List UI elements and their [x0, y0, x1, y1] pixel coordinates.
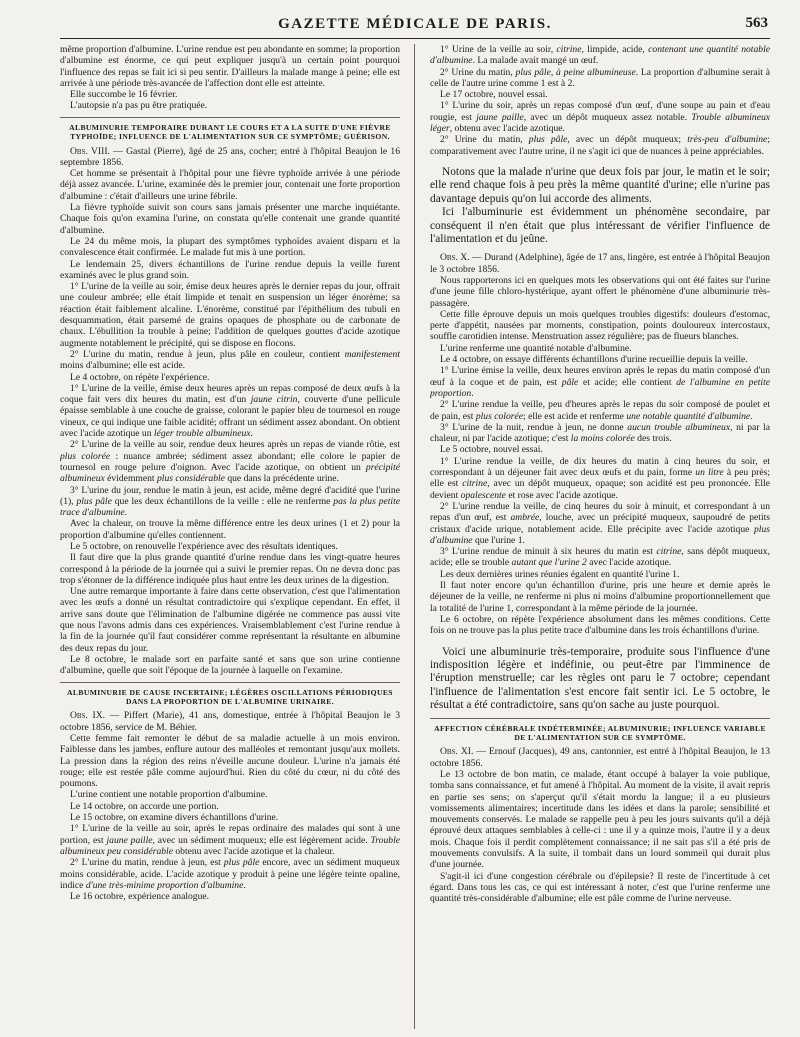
paragraph: Le 14 octobre, on accorde une portion. [70, 800, 219, 812]
emphasis: aucun trouble albumineux [627, 421, 731, 433]
emphasis: plus pâle [223, 857, 260, 869]
emphasis: plus colorée [60, 450, 111, 462]
text: 1° L'urine de la veille, émise deux heures après un repas composé de deux œufs à la coque fait vers dix heures du matin, est d'un [60, 382, 400, 406]
emphasis: Trouble albumineux peu considérable [60, 834, 400, 857]
paragraph [60, 439, 400, 484]
text: encore, avec un sédiment muqueux moins considérable, acide. L'acide azotique y produit à peine une légère teinte opaline, indice [60, 857, 400, 891]
text: , ni par la chaleur, ni par l'acide azotique; c'est [430, 421, 770, 445]
text: 3° L'urine du jour, rendue le matin à jeun, est acide, même degré d'acidité que l'urine (1), [60, 484, 400, 507]
paragraph: Le 5 octobre, on renouvelle l'expérience avec des résultats identiques. [70, 540, 338, 552]
observation-heading [430, 746, 770, 769]
page-header [60, 14, 770, 39]
observation-label: Obs. XI. [440, 746, 474, 758]
text: . La proportion d'albumine serait à celle de l'autre urine comme 1 est à 2. [430, 66, 770, 89]
paragraph [60, 485, 400, 519]
column-divider [414, 44, 415, 1029]
text: que dans la précédente urine. [224, 473, 339, 485]
emphasis: jaune citrin [250, 394, 298, 406]
section-rule [60, 682, 400, 683]
text: ; comparativement avec l'autre urine, il ne s'agit ici que de nuances à peine appréciables. [430, 134, 770, 157]
paragraph: Le 4 octobre, on essaye différents échantillons d'urine recueillie depuis la veille. [440, 354, 748, 366]
right-column [430, 44, 770, 1029]
text: 3° L'urine rendue de minuit à six heures du matin est [440, 546, 657, 558]
text: , avec un dépôt muqueux assez notable. [523, 111, 692, 123]
paragraph: L'urine renferme une quantité notable d'albumine. [440, 342, 632, 354]
text: 2° L'urine rendue la veille, de cinq heures du soir à minuit, et correspondant à un repas d'un œuf, est [430, 500, 770, 524]
text: moins d'albumine; elle est acide. [60, 360, 186, 372]
paragraph: Nous rapporterons ici en quelques mots les observations qui ont été faites sur l'urine d'une jeune fille chloro-hystérique, ayant offert le phénomène d'une albuminurie très-passagère. [430, 275, 770, 309]
emphasis: plus d'albumine [430, 523, 770, 546]
text: . [243, 879, 246, 891]
paragraph: Elle succombe le 16 février. [70, 89, 178, 101]
emphasis: contenant une quantité notable d'albumine [430, 44, 770, 67]
paragraph: S'agit-il ici d'une congestion cérébrale ou d'épilepsie? Il reste de l'incertitude à cet égard. Dans tous les cas, ce qui est intéressant à noter, c'est que l'urine renferme une quantité très-considérable d'albumine; elle est pâle comme de l'urine nerveuse. [430, 870, 770, 905]
paragraph: L'autopsie n'a pas pu être pratiquée. [70, 100, 208, 112]
text: et acide; elle contient [578, 376, 677, 388]
paragraph: Il faut dire que la plus grande quantité d'urine rendue dans les vingt-quatre heures correspond à la période de la journée qui a suivi le premier repas. On ne devra donc pas trop s'étonner de la différence indiquée plus haut entre les deux urines de la digestion. [60, 552, 400, 586]
text: : nuance ambrée; sédiment assez abondant; elle colore le papier de tournesol en rouge pelure d'oignon. Avec l'acide azotique, on obtient un [60, 450, 400, 473]
paragraph [430, 399, 770, 422]
paragraph: Il faut noter encore qu'un échantillon d'urine, pris une heure et demie après le déjeuner de la veille, ne renferme ni plus ni moins d'albumine proportionnellement que la totalité de l'urine 1, correspondant à la même période de la journée. [430, 580, 770, 614]
paragraph [430, 44, 770, 67]
paragraph: Le 15 octobre, on examine divers échantillons d'urine. [70, 812, 279, 824]
observation-text: — Piffert (Marie), 41 ans, domestique, entrée à l'hôpital Beaujon le 3 octobre 1856, service de M. Béhier. [60, 710, 400, 733]
emphasis: Trouble albumineux léger [430, 111, 770, 135]
paragraph [430, 456, 770, 501]
paragraph [60, 857, 400, 891]
text: . [471, 387, 474, 399]
paragraph: Une autre remarque importante à faire dans cette observation, c'est que l'alimentation avec les œufs a donné un résultat contradictoire qui s'explique cependant. En effet, il arrive sans doute que l'élimination de l'albumine digérée ne commence pas aussi vite que nous l'avons admis dans ces expériences. Vraisemblablement c'est l'urine rendue à la fin de la journée qu'il faut considérer comme représentant la résultante en albumine des deux repas du jour. [60, 586, 400, 654]
emphasis: citrine [462, 478, 488, 490]
emphasis: une notable quantité d'albumine [626, 410, 751, 422]
paragraph: Le 5 octobre, nouvel essai. [440, 444, 543, 456]
emphasis: opalescente [460, 489, 506, 501]
paragraph: La fièvre typhoïde suivit son cours sans jamais présenter une marche inquiétante. Chaque fois qu'on examina l'urine, on constata qu'elle contenait une grande quantité d'albumine. [60, 202, 400, 236]
text: que l'urine 1. [472, 534, 525, 546]
section-heading: ALBUMINURIE DE CAUSE INCERTAINE; LÉGÈRES OSCILLATIONS PÉRIODIQUES DANS LA PROPORTION DE L'ALBUMINE URINAIRE. [67, 687, 393, 706]
text: , avec un dépôt muqueux; [567, 134, 688, 146]
text: , louche, avec un précipité muqueux, saupoudré de petits cristaux d'acide urique, notablement acide. Elle précipite avec l'acide azotique [430, 512, 770, 535]
text: 1° Urine de la veille au soir, [440, 44, 557, 55]
text: . [750, 410, 753, 422]
paragraph: Le 24 du même mois, la plupart des symptômes typhoïdes avaient disparu et la convalescence était confirmée. Le malade fut mis à une portion. [60, 235, 400, 259]
paragraph: Le 17 octobre, nouvel essai. [440, 89, 548, 101]
text: , limpide, acide, [581, 44, 649, 55]
text: à peu près; elle est [430, 467, 770, 490]
paragraph: Le 4 octobre, on répète l'expérience. [70, 371, 210, 383]
observation-label: Obs. X. [440, 252, 470, 264]
running-title: GAZETTE MÉDICALE DE PARIS. [278, 16, 552, 32]
text: . La malade avait mangé un œuf. [472, 55, 599, 67]
paragraph [430, 100, 770, 134]
emphasis: plus pâle [76, 495, 112, 507]
section-heading: AFFECTION CÉRÉBRALE INDÉTERMINÉE; ALBUMINURIE; INFLUENCE VARIABLE DE L'ALIMENTATION SUR CE SYMPTÔME. [434, 723, 766, 742]
text: 2° L'urine du matin, rendue à jeun, est [70, 857, 224, 869]
emphasis: plus pâle, à peine albumineuse [515, 66, 636, 78]
text: , sans dépôt muqueux, acide; elle se trouble [430, 546, 770, 569]
paragraph: Cette femme fait remonter le début de sa maladie actuelle à un mois environ. Faiblesse dans les jambes, enflure autour des malléoles et remontant jusqu'aux mollets. La pression dans la région des reins n'éveille aucune douleur. L'urine n'a jamais été rouge; elle est restée pâle comme aujourd'hui. Rien du côté du cœur, ni du côté des poumons. [60, 732, 400, 790]
paragraph [60, 383, 400, 439]
observation-text: — Ernouf (Jacques), 49 ans, cantonnier, est entré à l'hôpital Beaujon, le 13 octobre 1856. [430, 746, 770, 769]
paragraph: 1° L'urine de la veille au soir, émise deux heures après le dernier repas du jour, offrait une couleur ambrée; elle était limpide et tenait en suspension un léger énorème; sa réaction était faiblement alcaline. L'énorème, constitué par l'épithélium des tubuli en desquammation, était parsemé de grains opaques de phosphate ou de carbonate de chaux. L'ébullition la trouble à peine; l'addition de quelques gouttes d'acide azotique augmente notablement le précipité, qui se dispose en flocons. [60, 281, 400, 349]
observation-label: Obs. VIII. [70, 145, 110, 157]
emphasis: citrine [556, 44, 582, 55]
observation-heading [60, 710, 400, 733]
emphasis: jaune paille [476, 111, 524, 123]
paragraph: Les deux dernières urines réunies égalent en quantité l'urine 1. [440, 568, 680, 580]
emphasis: la moins colorée [570, 433, 635, 445]
text: , couverte d'une pellicule épaisse semblable à une couche de graisse, colorant le papier bleu de tournesol en rouge vineux, ce qui indique une faible acidité; offrant un sédiment assez abondant. On obtient avec l'acide azotique un [60, 394, 400, 440]
emphasis: précipité albumineux [60, 461, 400, 485]
emphasis: ambrée [510, 512, 540, 524]
paragraph [60, 349, 400, 372]
emphasis: pas la plus petite trace d'albumine [60, 495, 400, 519]
emphasis: manifestement [344, 348, 400, 360]
commentary-paragraph: Notons que la malade n'urine que deux fois par jour, le matin et le soir; elle rend chaque fois à peu près la même quantité d'urine; elle n'urine pas davantage depuis qu'on lui accorde des aliments. [430, 165, 770, 205]
emphasis: léger trouble albumineux [153, 428, 251, 440]
paragraph [60, 823, 400, 857]
paragraph [430, 67, 770, 90]
page-number: 563 [745, 15, 768, 31]
commentary-paragraph: Ici l'albuminurie est évidemment un phénomène secondaire, par conséquent il n'en était que plus intéressant de vérifier l'influence de l'alimentation et du jeûne. [430, 206, 770, 245]
paragraph: Le 8 octobre, le malade sort en parfaite santé et sans que son urine contienne d'albumine, quelle que soit l'époque de la journée à laquelle on l'examine. [60, 653, 400, 677]
text: . [250, 428, 253, 440]
paragraph: Cet homme se présentait à l'hôpital pour une fièvre typhoïde arrivée à une période déjà assez avancée. L'urine, examinée dès le premier jour, contenait une forte proportion d'albumine : c'était d'ailleurs une urine fébrile. [60, 168, 400, 202]
paragraph: L'urine contient une notable proportion d'albumine. [70, 789, 268, 801]
text: 1° L'urine émise la veille, deux heures environ après le repas du matin composé d'un œuf à la coque et de pain, est [430, 365, 770, 388]
paragraph: Cette fille éprouve depuis un mois quelques troubles digestifs: douleurs d'estomac, perte d'appétit, nausées par moments, constipation, points douloureux intercostaux, souffle carotidien intense. Menstruation assez régulière; pas de flueurs blanches. [430, 308, 770, 343]
emphasis: d'une très-minime proportion d'albumine [85, 879, 244, 891]
paragraph [430, 365, 770, 399]
paragraph [430, 134, 770, 157]
text: . [124, 507, 128, 519]
observation-heading [60, 146, 400, 169]
text: 1° L'urine de la veille au soir, après le repas ordinaire des malades qui sont à une portion, est [60, 823, 400, 846]
section-rule [430, 718, 770, 719]
text: 2° Urine du matin, [440, 66, 516, 78]
left-column [60, 44, 400, 1029]
observation-label: Obs. IX. [70, 710, 106, 722]
observation-text: — Gastal (Pierre), âgé de 25 ans, cocher; entré à l'hôpital Beaujon le 16 septembre 1856. [60, 145, 400, 168]
emphasis: plus colorée [475, 410, 523, 422]
text: que les deux échantillons de la veille : elle ne renferme [111, 495, 334, 507]
text: évidemment [104, 473, 157, 485]
text: 3° L'urine de la nuit, rendue à jeun, ne donne [440, 421, 628, 433]
emphasis: très-peu d'albumine [687, 134, 768, 146]
paragraph: Le 16 octobre, expérience analogue. [70, 891, 210, 903]
text: 1° L'urine rendue la veille, de dix heures du matin à cinq heures du soir, et correspondant à un déjeuner fait avec deux œufs et du pain, forme [430, 455, 770, 479]
text: , obtenu avec l'acide azotique. [449, 123, 565, 135]
emphasis: plus considérable [156, 473, 225, 485]
paragraph: même proportion d'albumine. L'urine rendue est peu abondante en somme; la proportion d'albumine est énorme, ce qui peut expliquer jusqu'à un certain point pourquoi l'influence des repas se fait ici si peu sentir. D'ailleurs la malade mange à peine; elle est arrivée à une période très-avancée de l'affection dont elle est atteinte. [60, 44, 400, 89]
paragraph: Le 13 octobre de bon matin, ce malade, étant occupé à balayer la voie publique, tomba sans connaissance, et fut amené à l'hôpital. Au moment de la visite, il avait repris en partie ses sens; on s'aperçut qu'il s'était mordu la langue; il a eu plusieurs vomissements alimentaires; incertitude dans les idées et dans la parole; sensibilité et mouvements conservés. Le malade se rappelle peu à peu les jours suivants qu'il a déjà éprouvé deux attaques semblables à celle-ci : une il y a quinze mois, l'autre il y a deux mois. Chaque fois il perdit complètement connaissance; il ne sait pas s'il a été pris de mouvements convulsifs. A la suite, il tombait dans un lourd sommeil qui durait plus d'une journée. [430, 768, 770, 871]
commentary-paragraph: Voici une albuminurie très-temporaire, produite sous l'influence d'une indisposition légère et indéfinie, ou peut-être par l'imminence de l'éruption menstruelle; car les règles ont paru le 7 octobre; cependant l'influence de l'alimentation s'est encore fait sentir ici. Le 5 octobre, le résultat a été contradictoire, sans qu'on sache au juste pourquoi. [430, 645, 770, 712]
observation-text: — Durand (Adelphine), âgée de 17 ans, lingère, est entrée à l'hôpital Beaujon le 3 octobre 1856. [430, 252, 770, 275]
text: obtenu avec l'acide azotique et la chaleur. [172, 845, 335, 857]
text: ; elle est acide et renferme [523, 410, 627, 422]
paragraph [430, 546, 770, 569]
emphasis: un litre [695, 467, 724, 479]
emphasis: citrine [656, 546, 682, 558]
emphasis: pâle [561, 376, 579, 388]
paragraph: Le lendemain 25, divers échantillons de l'urine rendue depuis la veille furent examinés avec le plus grand soin. [60, 258, 400, 281]
emphasis: autant que l'urine 2 [511, 557, 587, 569]
text: 1° L'urine du soir, après un repas composé d'un œuf, d'une soupe au pain et d'eau rougie, est [430, 100, 770, 123]
observation-heading [430, 252, 770, 275]
text: et rose avec l'acide azotique. [505, 489, 618, 501]
text: 2° L'urine du matin, rendue à jeun, plus pâle en couleur, contient [70, 348, 345, 360]
paragraph [430, 501, 770, 546]
emphasis: plus pâle [528, 134, 568, 146]
paragraph: Avec la chaleur, on trouve la même différence entre les deux urines (1 et 2) pour la proportion d'albumine qu'elles contiennent. [60, 518, 400, 541]
paragraph [430, 422, 770, 445]
text: 2° L'urine de la veille au soir, rendue deux heures après un repas de viande rôtie, est [70, 439, 400, 451]
emphasis: jaune paille [106, 834, 153, 846]
paragraph: Le 6 octobre, on répète l'expérience absolument dans les mêmes conditions. Cette fois on ne trouve pas la plus petite trace d'albumine dans les trois échantillons d'urine. [430, 613, 770, 637]
text: 2° Urine du matin, [440, 134, 529, 146]
text: des trois. [634, 433, 672, 445]
section-rule [60, 117, 400, 118]
emphasis: de l'albumine en petite proportion [430, 376, 770, 399]
text: , avec un dépôt muqueux, opaque; son acidité est peu prononcée. Elle devient [430, 478, 770, 501]
text: avec l'acide azotique. [586, 557, 672, 569]
text: 2° L'urine rendue la veille, peu d'heures après le repas du soir composé de poulet et de pain, est [430, 399, 770, 422]
text: , avec un sédiment muqueux; elle est légèrement acide. [152, 834, 371, 846]
section-heading: ALBUMINURIE TEMPORAIRE DURANT LE COURS ET A LA SUITE D'UNE FIÈVRE TYPHOÏDE; INFLUENCE DE L'ALIMENTATION SUR CE SYMPTÔME; GUÉRISON. [69, 122, 391, 142]
